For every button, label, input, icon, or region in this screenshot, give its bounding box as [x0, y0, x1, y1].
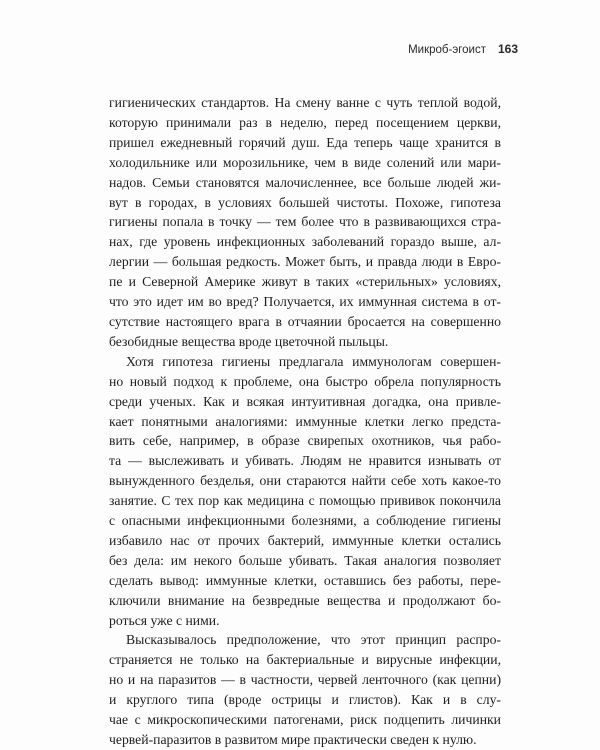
text-line: но и на паразитов — в частности, червей ленточного (как цепни): [109, 672, 501, 688]
text-line: вынужденного безделья, они стараются найти себе хоть какое-то: [109, 473, 501, 489]
text-line: без дела: им некого больше убивать. Такая аналогия позволяет: [109, 552, 501, 568]
text-line: занятие. С тех пор как медицина с помощью прививок покончила: [109, 493, 501, 509]
text-line: но новый подход к проблеме, она быстро обрела популярность: [109, 373, 501, 389]
running-header: [408, 42, 518, 56]
text-line: червей-паразитов в развитом мире практически сведен к нулю.: [109, 732, 477, 747]
text-line: сделать вывод: иммунные клетки, оставшись без работы, пере-: [109, 572, 501, 588]
text-line: избавило нас от прочих бактерий, иммунные клетки остались: [109, 532, 501, 548]
text-line: Хотя гипотеза гигиены предлагала иммунологам совершен-: [126, 353, 501, 369]
page-number: 163: [497, 42, 518, 56]
text-line: вить себе, например, в образе свирепых охотников, чья рабо-: [109, 433, 501, 449]
paragraph: [109, 93, 501, 352]
text-line: Высказывалось предположение, что этот принцип распро-: [126, 632, 501, 648]
text-line: гигиенических стандартов. На смену ванне с чуть теплой водой,: [109, 95, 501, 110]
text-line: страняется не только на бактериальные и вирусные инфекции,: [109, 652, 501, 668]
paragraph: [109, 352, 501, 631]
text-line: надов. Семьи становятся малочисленнее, все больше людей жи-: [109, 174, 501, 190]
text-line: та — выслеживать и убивать. Людям не нравится изнывать от: [109, 453, 501, 469]
text-line: нах, где уровень инфекционных заболеваний гораздо выше, ал-: [109, 234, 501, 250]
chapter-title: Микроб-эгоист: [408, 44, 486, 56]
text-line: безобидные вещества вроде цветочной пыльцы.: [109, 333, 389, 349]
text-line: пришел ежедневный горячий душ. Еда теперь чаще хранится в: [109, 134, 501, 150]
text-line: пе и Северной Америке живут в таких «стерильных» условиях,: [109, 274, 501, 290]
text-line: лергии — большая редкость. Может быть, и правда люди в Евро-: [109, 254, 501, 270]
text-line: с опасными инфекционными болезнями, а соблюдение гигиены: [109, 513, 501, 529]
text-line: роться уже с ними.: [109, 612, 220, 628]
body-text: [109, 93, 501, 750]
text-line: сутствие настоящего врага в отчаянии бросается на совершенно: [109, 313, 501, 329]
text-line: холодильнике или морозильнике, чем в виде солений или мари-: [109, 154, 501, 170]
text-line: ключили внимание на безвредные вещества и продолжают бо-: [109, 592, 501, 608]
text-line: кает понятными аналогиями: иммунные клетки легко предста-: [109, 413, 501, 429]
text-line: которую принимали раз в неделю, перед посещением церкви,: [109, 114, 501, 130]
text-line: что это идет им во вред? Получается, их иммунная система в от-: [109, 294, 501, 310]
text-line: чае с микроскопическими патогенами, риск подцепить личинки: [109, 712, 501, 728]
text-line: среди ученых. Как и всякая интуитивная догадка, она привле-: [109, 393, 501, 409]
paragraph: [109, 630, 501, 749]
text-line: вут в городах, в условиях большей чистоты. Похоже, гипотеза: [109, 194, 501, 210]
text-line: и круглого типа (вроде острицы и глистов). Как и в слу-: [109, 692, 501, 708]
text-line: гигиены попала в точку — тем более что в развивающихся стра-: [109, 214, 501, 230]
